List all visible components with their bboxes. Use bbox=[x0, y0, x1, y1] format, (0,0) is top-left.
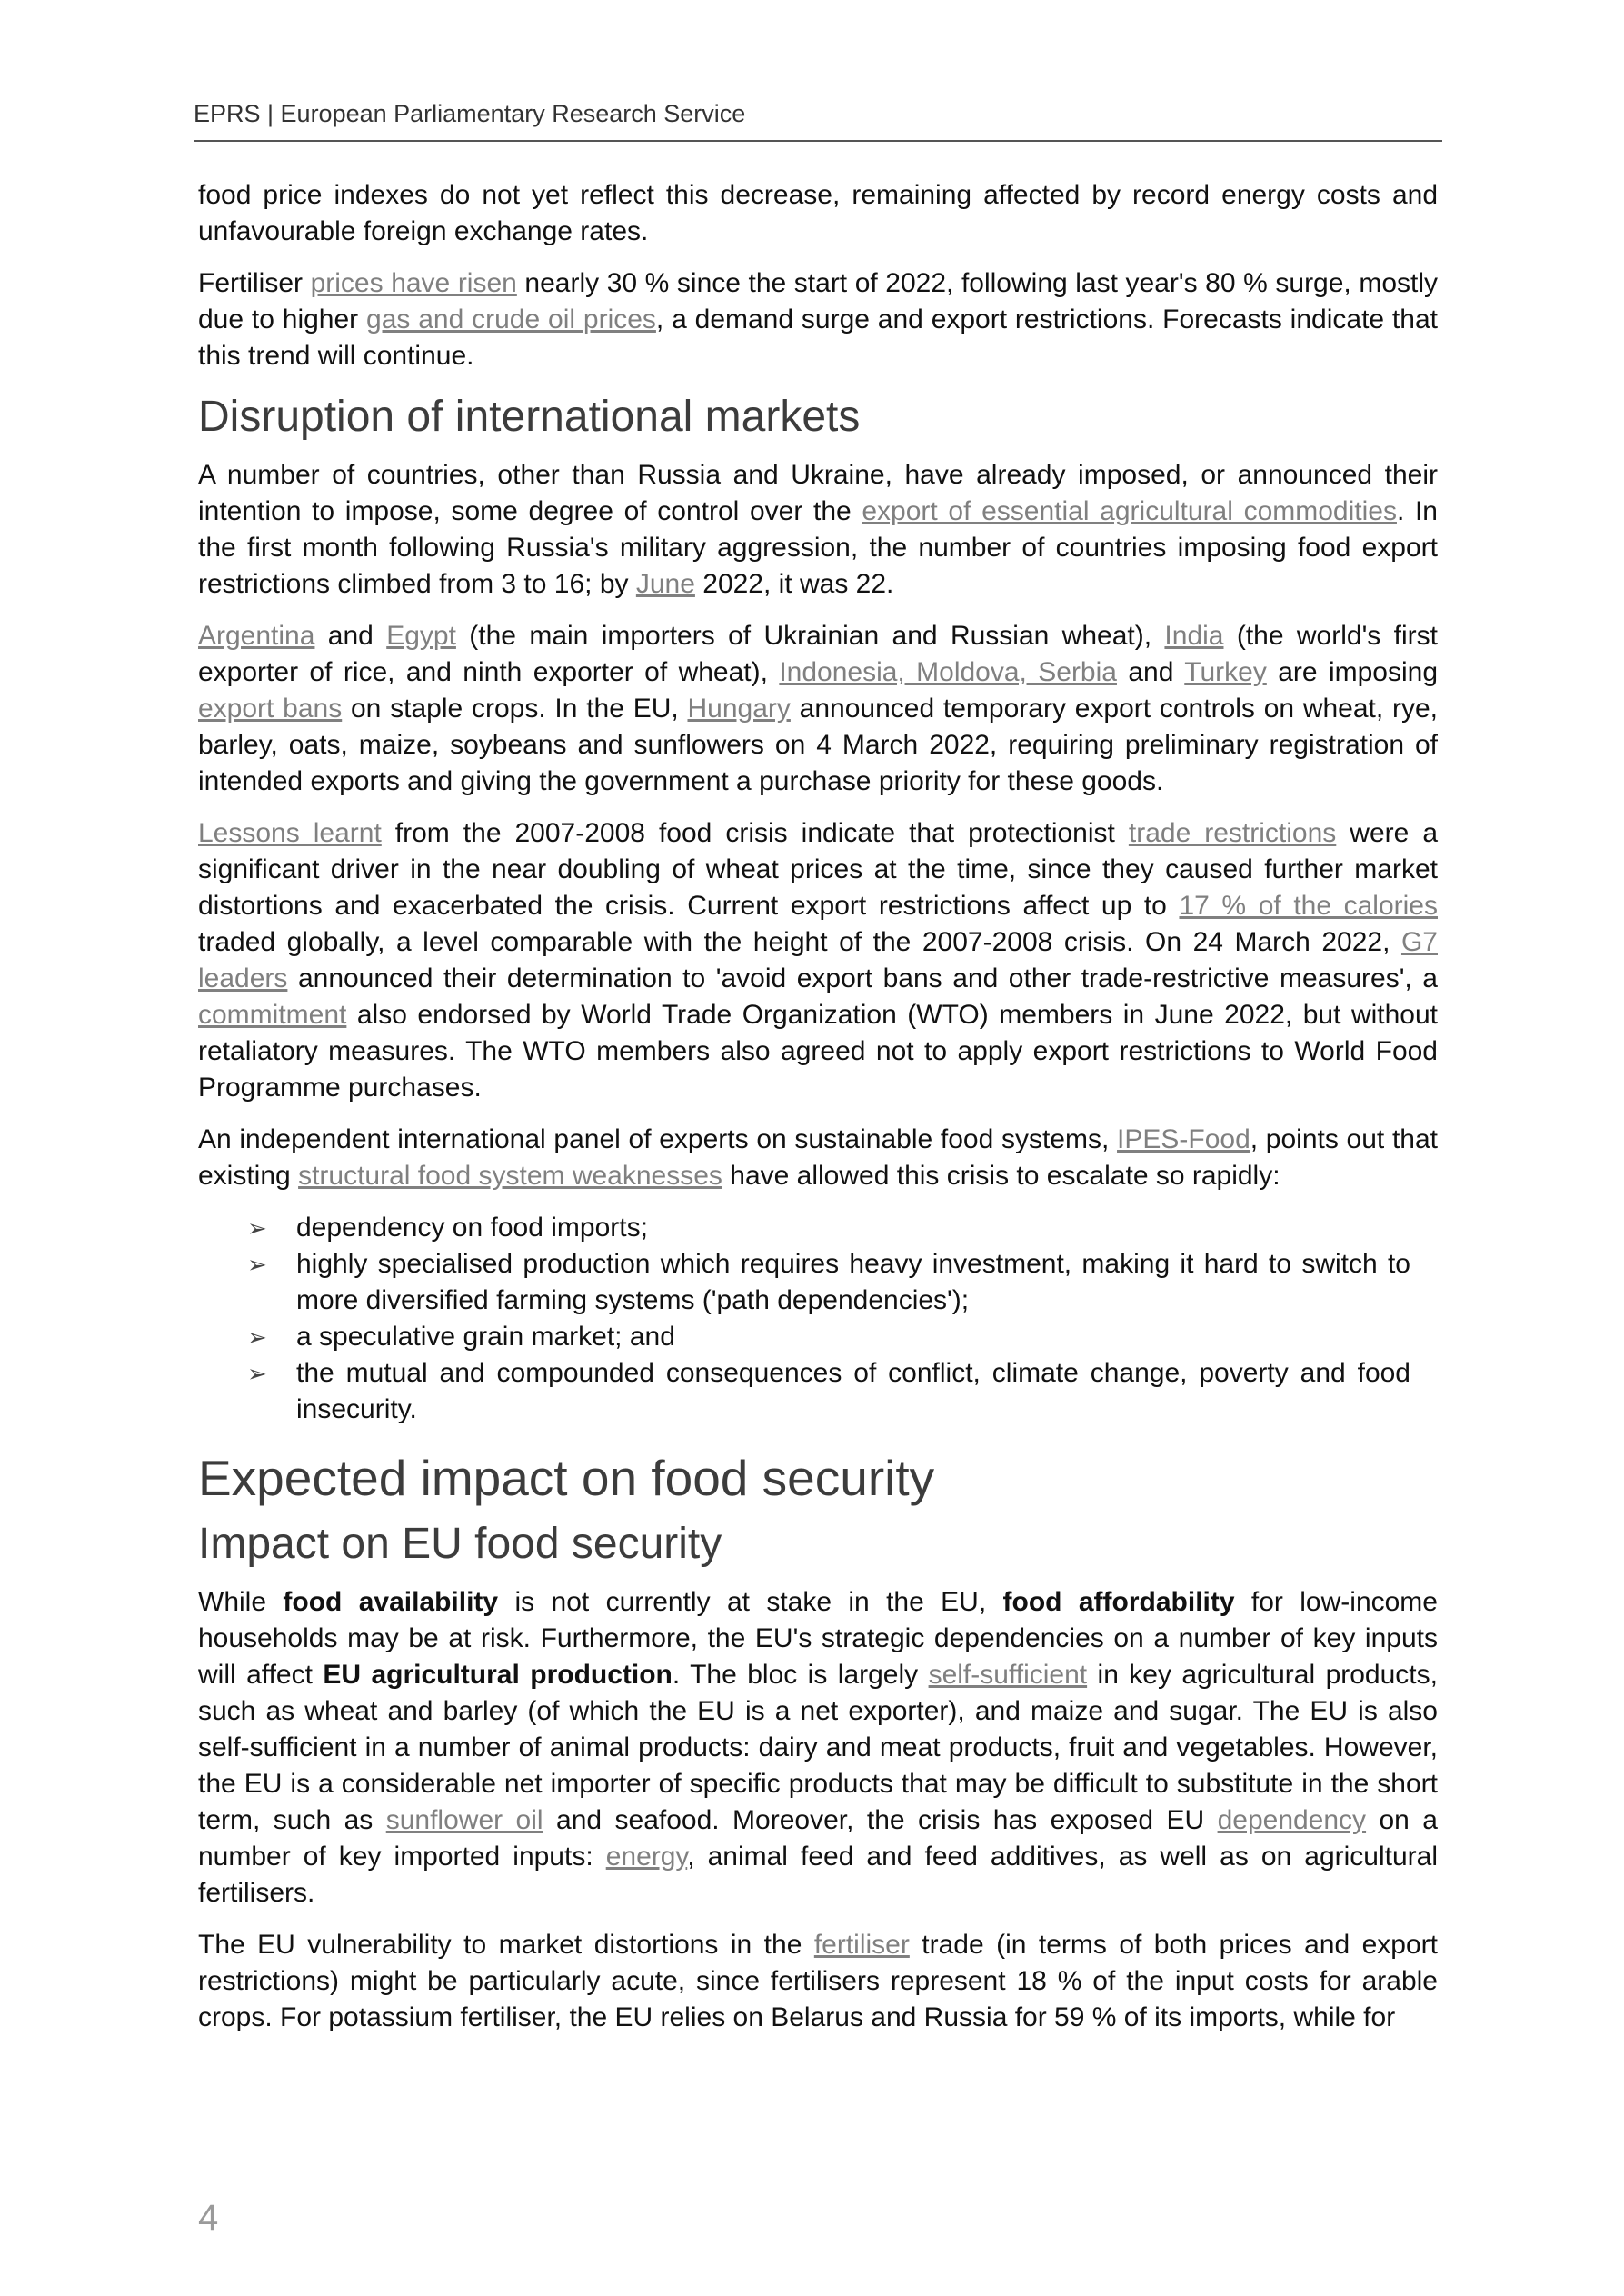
page-body bbox=[198, 177, 1438, 2051]
link-prices-have-risen[interactable]: prices have risen bbox=[310, 268, 517, 298]
link-egypt[interactable]: Egypt bbox=[386, 621, 456, 651]
link-17-percent-of-the-calories[interactable]: 17 % of the calories bbox=[1179, 891, 1438, 921]
link-fertiliser[interactable]: fertiliser bbox=[813, 1930, 910, 1960]
link-argentina[interactable]: Argentina bbox=[198, 621, 315, 651]
link-hungary[interactable]: Hungary bbox=[687, 694, 791, 724]
list-item: ➢ dependency on food imports; bbox=[247, 1210, 1410, 1246]
link-ipes-food[interactable]: IPES-Food bbox=[1117, 1124, 1250, 1154]
section-heading-expected-impact: Expected impact on food security bbox=[198, 1450, 935, 1506]
link-self-sufficient[interactable]: self-sufficient bbox=[928, 1660, 1088, 1690]
bold-food-affordability: food affordability bbox=[1002, 1587, 1235, 1617]
bold-food-availability: food availability bbox=[283, 1587, 499, 1617]
link-turkey[interactable]: Turkey bbox=[1184, 657, 1267, 687]
link-g7-leaders[interactable]: G7 leaders bbox=[198, 927, 1438, 993]
section-heading-disruption: Disruption of international markets bbox=[198, 393, 861, 441]
subsection-heading-eu-food-security: Impact on EU food security bbox=[198, 1520, 722, 1568]
paragraph-eu-food-security: While food availability is not currently at stake in the EU, food affordability for low-income households may be at risk. Furthermore, the EU's strategic dependencies on a number of key inputs will affect EU agricultural production. The bloc is largely self-sufficient in key agricultural products, such as wheat and barley (of which the EU is a net exporter), and maize and sugar. The EU is also self-sufficient in a number of animal products: dairy and meat products, fruit and vegetables. However, the EU is a considerable net importer of specific products that may be difficult to substitute in the short term, such as sunflower oil and seafood. Moreover, the crisis has exposed EU dependency on a number of key imported inputs: energy, animal feed and feed additives, as well as on agricultural fertilisers. bbox=[198, 1587, 1438, 1908]
link-june[interactable]: June bbox=[635, 569, 695, 599]
arrow-bullet-icon: ➢ bbox=[247, 1323, 267, 1351]
paragraph-export-controls: A number of countries, other than Russia and Ukraine, have already imposed, or announced their intention to impose, some degree of control over the export of essential agricultural commodities. In the first month following Russia's military aggression, the number of countries imposing food export restrictions climbed from 3 to 16; by June 2022, it was 22. bbox=[198, 460, 1438, 599]
arrow-bullet-icon: ➢ bbox=[247, 1251, 267, 1278]
weaknesses-bullet-list bbox=[198, 1210, 1438, 1428]
list-item: ➢ a speculative grain market; and bbox=[247, 1319, 1410, 1355]
bold-eu-agricultural-production: EU agricultural production bbox=[323, 1660, 673, 1690]
link-export-bans[interactable]: export bans bbox=[198, 694, 343, 724]
paragraph-ipes-food: An independent international panel of experts on sustainable food systems, IPES-Food, points out that existing structural food system weaknesses have allowed this crisis to escalate so rapidly: bbox=[198, 1124, 1438, 1191]
paragraph-lessons-learnt: Lessons learnt from the 2007-2008 food crisis indicate that protectionist trade restrictions were a significant driver in the near doubling of wheat prices at the time, since they caused further market distortions and exacerbated the crisis. Current export restrictions affect up to 17 % of the calories traded globally, a level comparable with the height of the 2007-2008 crisis. On 24 March 2022, G7 leaders announced their determination to 'avoid export bans and other trade-restrictive measures', a commitment also endorsed by World Trade Organization (WTO) members in June 2022, but without retaliatory measures. The WTO members also agreed not to apply export restrictions to World Food Programme purchases. bbox=[198, 818, 1439, 1103]
link-energy[interactable]: energy bbox=[605, 1842, 688, 1872]
list-item: ➢ highly specialised production which requires heavy investment, making it hard to switch to more diversified farming systems ('path dependencies'); bbox=[247, 1246, 1410, 1319]
arrow-bullet-icon: ➢ bbox=[247, 1214, 267, 1242]
link-trade-restrictions[interactable]: trade restrictions bbox=[1128, 818, 1337, 848]
paragraph-fertiliser-prices: Fertiliser prices have risen nearly 30 % since the start of 2022, following last year's 80 % surge, mostly due to higher gas and crude oil prices, a demand surge and export restrictions. Forecasts indicate that this trend will continue. bbox=[198, 268, 1439, 371]
link-structural-food-system-weaknesses[interactable]: structural food system weaknesses bbox=[298, 1161, 722, 1191]
link-lessons-learnt[interactable]: Lessons learnt bbox=[198, 818, 382, 848]
link-export-of-essential-agricultural-commodities[interactable]: export of essential agricultural commodities bbox=[862, 496, 1397, 526]
header-divider bbox=[194, 140, 1442, 142]
paragraph-export-bans: Argentina and Egypt (the main importers of Ukrainian and Russian wheat), India (the world's first exporter of rice, and ninth exporter of wheat), Indonesia, Moldova, Serbia and Turkey are imposing export bans on staple crops. In the EU, Hungary announced temporary export controls on wheat, rye, barley, oats, maize, soybeans and sunflowers on 4 March 2022, requiring preliminary registration of intended exports and giving the government a purchase priority for these goods. bbox=[198, 621, 1439, 796]
link-indonesia-moldova-serbia[interactable]: Indonesia, Moldova, Serbia bbox=[779, 657, 1117, 687]
list-item: ➢ the mutual and compounded consequences of conflict, climate change, poverty and food insecurity. bbox=[247, 1355, 1410, 1428]
link-dependency[interactable]: dependency bbox=[1217, 1805, 1367, 1835]
paragraph-food-price-indexes: food price indexes do not yet reflect this decrease, remaining affected by record energy costs and unfavourable foreign exchange rates. bbox=[198, 180, 1438, 246]
paragraph-fertiliser-vulnerability: The EU vulnerability to market distortions in the fertiliser trade (in terms of both prices and export restrictions) might be particularly acute, since fertilisers represent 18 % of the input costs for arable crops. For potassium fertiliser, the EU relies on Belarus and Russia for 59 % of its imports, while for bbox=[198, 1930, 1438, 2032]
arrow-bullet-icon: ➢ bbox=[247, 1360, 267, 1387]
link-commitment[interactable]: commitment bbox=[198, 1000, 347, 1030]
link-gas-and-crude-oil-prices[interactable]: gas and crude oil prices bbox=[366, 304, 656, 334]
link-sunflower-oil[interactable]: sunflower oil bbox=[385, 1805, 543, 1835]
page-number: 4 bbox=[198, 2198, 219, 2238]
link-india[interactable]: India bbox=[1164, 621, 1224, 651]
running-header: EPRS | European Parliamentary Research Service bbox=[194, 100, 746, 127]
